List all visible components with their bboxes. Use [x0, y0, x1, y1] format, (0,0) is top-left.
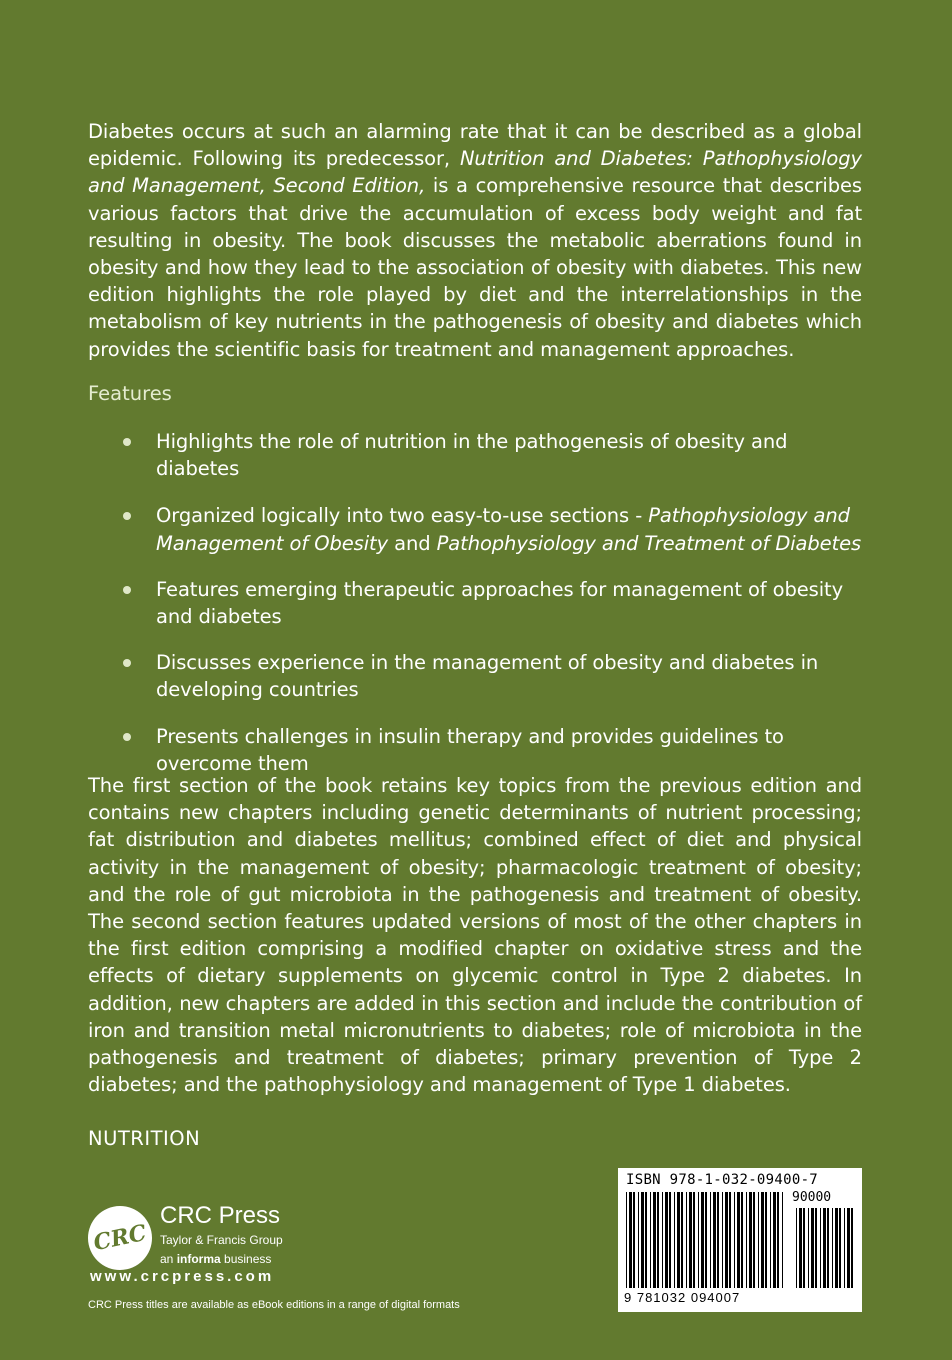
intro-text-2: is a comprehensive resource that describes various factors that drive the accumulation of excess body weight and fat resulting in obesity. The book discusses the metabolic aberrations found in obesity and how they lead to the association of obesity with diabetes. This new edition highlights the role played by diet and the interrelationships in the metabolism of key nutrients in the pathogenesis of obesity and diabetes which provides the scientific basis for treatment and management approaches.: [88, 174, 862, 361]
price-addon: 90000: [792, 1190, 832, 1205]
list-item: [88, 576, 862, 630]
features-heading: Features: [88, 382, 172, 405]
publisher-informa: an informa business: [160, 1252, 272, 1266]
intro-paragraph: [88, 118, 862, 363]
bullet-icon: [123, 659, 131, 667]
feature-list: [88, 428, 862, 777]
list-item: [88, 723, 862, 777]
feature-text: Features emerging therapeutic approaches for management of obesity and diabetes: [156, 577, 844, 629]
feature-text-italic: Pathophysiology and Treatment of Diabetes: [436, 531, 862, 555]
ean-digits: 9 781032 094007: [624, 1290, 741, 1305]
list-item: [88, 649, 862, 703]
crc-logo-icon: [82, 1200, 158, 1276]
feature-text: Discusses experience in the management of obesity and diabetes in developing countries: [156, 651, 819, 702]
bullet-icon: [123, 586, 131, 594]
feature-text-italic: Pathophysiology and Management of Obesity: [156, 504, 850, 555]
ebook-note: CRC Press titles are available as eBook editions in a range of digital formats: [88, 1299, 460, 1311]
publisher-url[interactable]: www.crcpress.com: [90, 1268, 275, 1285]
feature-text: Presents challenges in insulin therapy and provides guidelines to overcome them: [156, 724, 784, 775]
list-item: [88, 502, 862, 556]
description-paragraph: The first section of the book retains key topics from the previous edition and contains new chapters including genetic determinants of nutrient processing; fat distribution and diabetes mellitus; combined effect of diet and physical activity in the management of obesity; pharmacologic treatment of obesity; and the role of gut microbiota in the pathogenesis and treatment of obesity. The second section features updated versions of most of the other chapters in the first edition comprising a modified chapter on oxidative stress and the effects of dietary supplements on glycemic control in Type 2 diabetes. In addition, new chapters are added in this section and include the contribution of iron and transition metal micronutrients to diabetes; role of microbiota in the pathogenesis and treatment of diabetes; primary prevention of Type 2 diabetes; and the pathophysiology and management of Type 1 diabetes.: [88, 774, 862, 1097]
bullet-icon: [123, 733, 131, 741]
list-item: [88, 428, 862, 482]
isbn-barcode: [618, 1168, 862, 1312]
crc-logo-text: CRC: [91, 1219, 149, 1257]
bullet-icon: [123, 438, 131, 446]
publisher-group: Taylor & Francis Group: [160, 1233, 283, 1247]
isbn-number: ISBN 978-1-032-09400-7: [626, 1172, 819, 1188]
intro-text-1: Diabetes occurs at such an alarming rate that it can be described as a global epidemic. Following its predecessor,: [88, 120, 862, 171]
feature-text: Highlights the role of nutrition in the pathogenesis of obesity and diabetes: [156, 430, 788, 481]
feature-text: Organized logically into two easy-to-use sections -: [156, 504, 649, 528]
publisher-name: CRC Press: [160, 1202, 281, 1229]
feature-text: and: [388, 531, 437, 555]
intro-book-title: Nutrition and Diabetes: Pathophysiology and Management, Second Edition,: [88, 147, 862, 198]
bullet-icon: [123, 512, 131, 520]
subject-category: NUTRITION: [88, 1127, 201, 1150]
